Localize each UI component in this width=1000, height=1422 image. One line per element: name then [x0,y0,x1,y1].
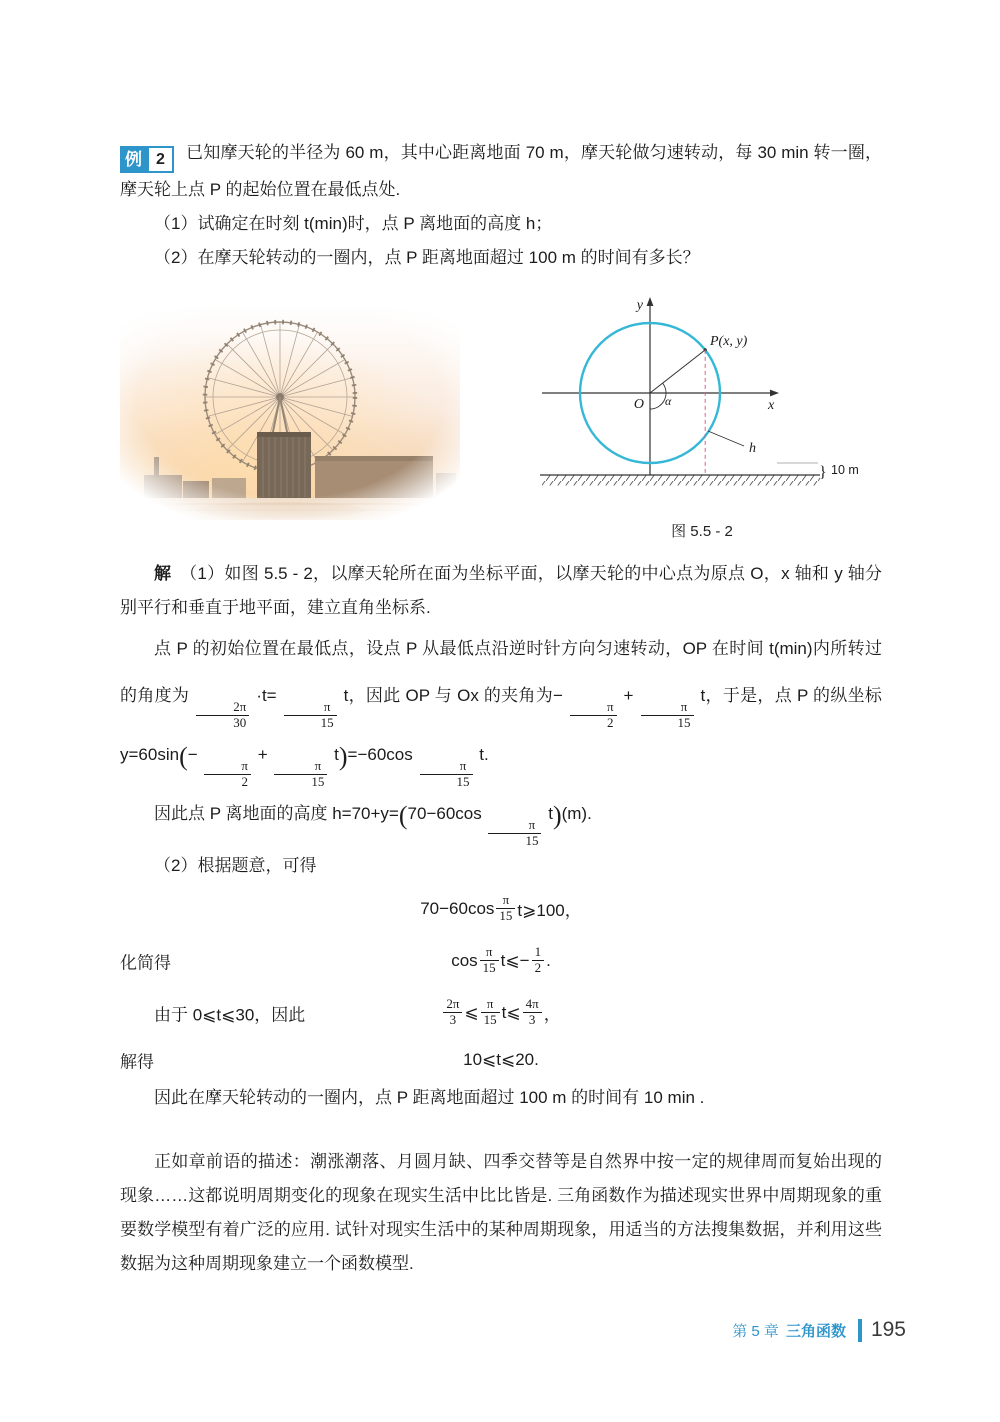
since-row: 由于 0⩽t⩽30，因此 $\frac{2\pi}{3}$ ⩽ $\frac{\pi}{15}$ t⩽ $\frac{4\pi}{3}$ ， [154,996,561,1028]
solve-row: 解得 10⩽t⩽20. [120,1039,882,1081]
coordinate-diagram-svg [522,291,882,516]
fraction-pi-15: $\frac{\pi}{15}$ [274,759,327,790]
height-label: h [749,441,756,456]
point-p-label: P(x, y) [710,334,748,349]
fraction-4pi-3: $\frac{4\pi}{3}$ [523,997,542,1028]
ferris-wheel-photo-svg [120,305,460,520]
fraction-pi-15: $\frac{\pi}{15}$ [641,700,694,731]
example-label: 例 [120,146,147,173]
page-footer [732,1318,906,1342]
fraction-pi-15: $\frac{\pi}{15}$ [488,818,541,849]
fraction-1-2: $\frac{1}{2}$ [532,945,545,976]
example-number: 2 [147,146,174,173]
solution-label: 解 [154,564,172,583]
solution-derivation: 点 P 的初始位置在最低点，设点 P 从最低点沿逆时针方向匀速转动，OP 在时间 t(min)内所转过的角度为 $\frac{2\pi}{30}$ ·t= $\frac{\pi}{15}$ t，因此 OP 与 Ox 的夹角为− $\frac{\pi}{2}$ + $\frac{\pi}{15}$ t，于是，点 P 的纵坐标 y=60sin(− $\frac{\pi}{2}$ + $\frac{\pi}{15}$ t)=−60cos $\frac{\pi}{15}$ t. [120,639,882,789]
question-1: （1）试确定在时刻 t(min)时，点 P 离地面的高度 h； [154,214,553,233]
page-content [120,136,882,1281]
fraction-pi-15: $\frac{\pi}{15}$ [284,700,337,731]
fraction-2pi-30: $\frac{2\pi}{30}$ [196,700,249,731]
problem-text: 已知摩天轮的半径为 60 m，其中心距离地面 70 m，摩天轮做匀速转动，每 30 min 转一圈，摩天轮上点 P 的起始位置在最低点处. [120,143,882,199]
since-label: 由于 0⩽t⩽30，因此 [154,1005,306,1025]
figure-area [120,291,882,541]
solution-step2: （2）根据题意，可得 [154,855,317,875]
fraction-pi-15: $\frac{\pi}{15}$ [481,997,500,1028]
page-number: 195 [870,1318,906,1341]
origin-label: O [633,397,644,412]
fraction-pi-15: $\frac{\pi}{15}$ [496,893,515,924]
ferris-wheel-photo [120,305,460,525]
solution-conclusion: 因此在摩天轮转动的一圈内，点 P 距离地面超过 100 m 的时间有 10 min . [154,1087,705,1107]
figure-caption: 图 5.5 - 2 [671,523,733,540]
solve-label: 解得 [120,1052,154,1072]
chapter-number: 第 5 章 [732,1322,779,1340]
example-problem [120,136,882,207]
simplify-label: 化简得 [120,953,171,973]
ground-gap-brace: } [819,464,827,481]
fraction-pi-2: $\frac{\pi}{2}$ [570,700,617,731]
question-2: （2）在摩天轮转动的一圈内，点 P 距离地面超过 100 m 的时间有多长？ [154,248,700,267]
fraction-pi-2: $\frac{\pi}{2}$ [204,759,251,790]
alpha-label: α [665,394,672,408]
fraction-pi-15: $\frac{\pi}{15}$ [420,759,473,790]
simplify-row: 化简得 cos $\frac{\pi}{15}$ t⩽− $\frac{1}{2}$ . [120,944,551,976]
chapter-title: 三角函数 [785,1322,846,1340]
solution-step1: 解 （1）如图 5.5 - 2，以摩天轮所在面为坐标平面，以摩天轮的中心点为原点 O，x 轴和 y 轴分别平行和垂直于地平面，建立直角坐标系. [120,564,882,617]
solution-height-formula: 因此点 P 离地面的高度 h=70+y=(70−60cos $\frac{\pi}{15}$ t)(m). [154,800,592,848]
page-number-bar [858,1319,862,1342]
example-badge [120,146,174,173]
x-axis-label: x [768,398,775,413]
fraction-pi-15: $\frac{\pi}{15}$ [480,945,499,976]
display-inequality-1: 70−60cos $\frac{\pi}{15}$ t⩾100， [420,892,582,924]
solution-section [120,557,882,1115]
coordinate-diagram [522,291,882,541]
y-axis-label: y [636,298,643,313]
fraction-2pi-3: $\frac{2\pi}{3}$ [443,997,462,1028]
ground-gap-label: 10 m [831,463,859,477]
closing-paragraph: 正如章前语的描述：潮涨潮落、月圆月缺、四季交替等是自然界中按一定的规律周而复始出现的现象……这都说明周期变化的现象在现实生活中比比皆是. 三角函数作为描述现实世界中周期现象的重要数学模型有着广泛的应用. 试针对现实生活中的某种周期现象，用适当的方法搜集数据，并利用这些数据为这种周期现象建立一个函数模型. [120,1151,882,1273]
